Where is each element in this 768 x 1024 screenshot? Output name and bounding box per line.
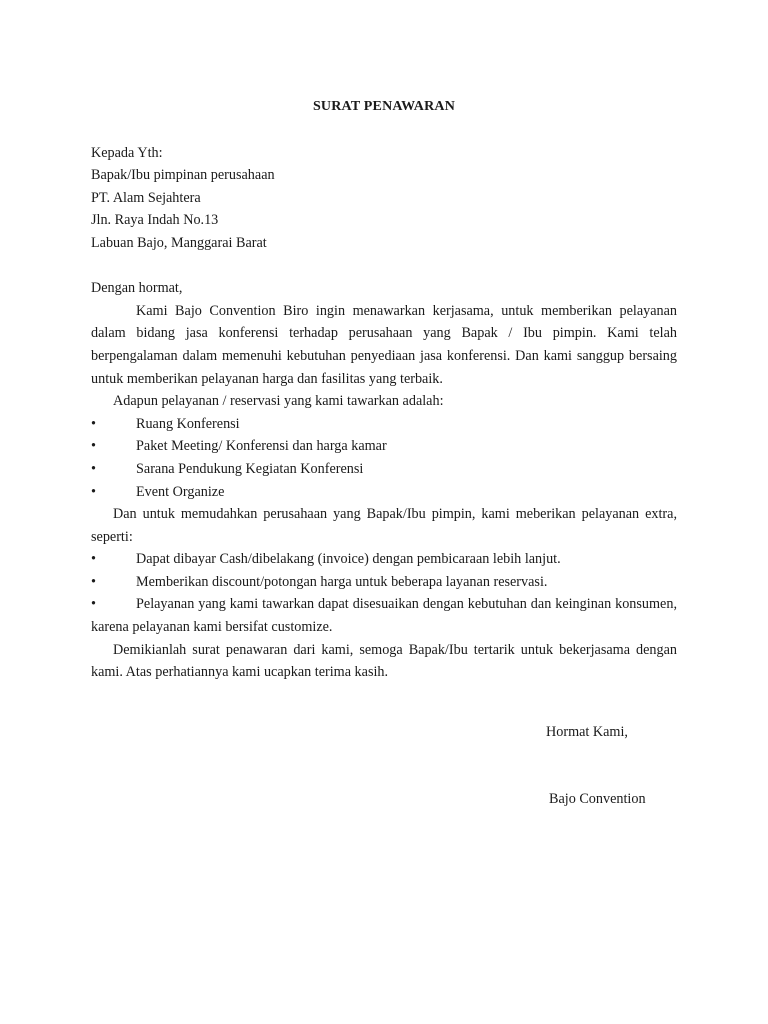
service-item: Paket Meeting/ Konferensi dan harga kamar	[136, 438, 387, 455]
letter-body	[91, 96, 677, 684]
greeting: Dengan hormat,	[91, 280, 183, 297]
services-list	[91, 413, 677, 503]
bullet-icon: •	[91, 483, 96, 500]
extra-item: Memberikan discount/potongan harga untuk beberapa layanan reservasi.	[136, 573, 548, 590]
service-item: Ruang Konferensi	[136, 415, 240, 432]
recipient-block	[91, 142, 677, 255]
list-item	[91, 593, 677, 638]
spacer	[91, 255, 677, 278]
signatory-name: Bajo Convention	[549, 791, 646, 807]
recipient-line: Kepada Yth:	[91, 144, 163, 161]
service-item: Sarana Pendukung Kegiatan Konferensi	[136, 460, 364, 477]
recipient-line: Labuan Bajo, Manggarai Barat	[91, 234, 267, 251]
bullet-icon: •	[91, 596, 96, 613]
closing-paragraph: Demikianlah surat penawaran dari kami, semoga Bapak/Ibu tertarik untuk bekerjasama dengan kami. Atas perhatiannya kami ucapkan terima kasih.	[91, 641, 677, 681]
letter-title: SURAT PENAWARAN	[312, 99, 456, 114]
list-item	[91, 458, 677, 481]
extra-item: Pelayanan yang kami tawarkan dapat disesuaikan dengan kebutuhan dan keinginan konsumen, karena pelayanan kami bersifat customize.	[91, 596, 677, 636]
bullet-icon: •	[91, 415, 96, 432]
recipient-line: Jln. Raya Indah No.13	[91, 212, 219, 229]
list-item	[91, 435, 677, 458]
services-intro: Adapun pelayanan / reservasi yang kami tawarkan adalah:	[113, 393, 444, 410]
bullet-icon: •	[91, 551, 96, 568]
bullet-icon: •	[91, 573, 96, 590]
extra-item: Dapat dibayar Cash/dibelakang (invoice) dengan pembicaraan lebih lanjut.	[136, 551, 561, 568]
list-item	[91, 548, 677, 571]
list-item	[91, 571, 677, 594]
bullet-icon: •	[91, 460, 96, 477]
list-item	[91, 413, 677, 436]
recipient-line: Bapak/Ibu pimpinan perusahaan	[91, 167, 275, 184]
recipient-line: PT. Alam Sejahtera	[91, 189, 201, 206]
service-item: Event Organize	[136, 483, 225, 500]
extras-intro: Dan untuk memudahkan perusahaan yang Bapak/Ibu pimpin, kami meberikan pelayanan extra, seperti:	[91, 506, 677, 545]
list-item	[91, 481, 677, 504]
signoff: Hormat Kami,	[546, 724, 628, 740]
extras-list	[91, 548, 677, 638]
opening-paragraph: Kami Bajo Convention Biro ingin menawarkan kerjasama, untuk memberikan pelayanan dalam bidang jasa konferensi terhadap perusahaan yang Bapak / Ibu pimpin. Kami telah berpengalaman dalam memenuhi kebutuhan penyediaan jasa konferensi. Dan kami sanggup bersaing untuk memberikan pelayanan harga dan fasilitas yang terbaik.	[91, 302, 677, 387]
bullet-icon: •	[91, 438, 96, 455]
